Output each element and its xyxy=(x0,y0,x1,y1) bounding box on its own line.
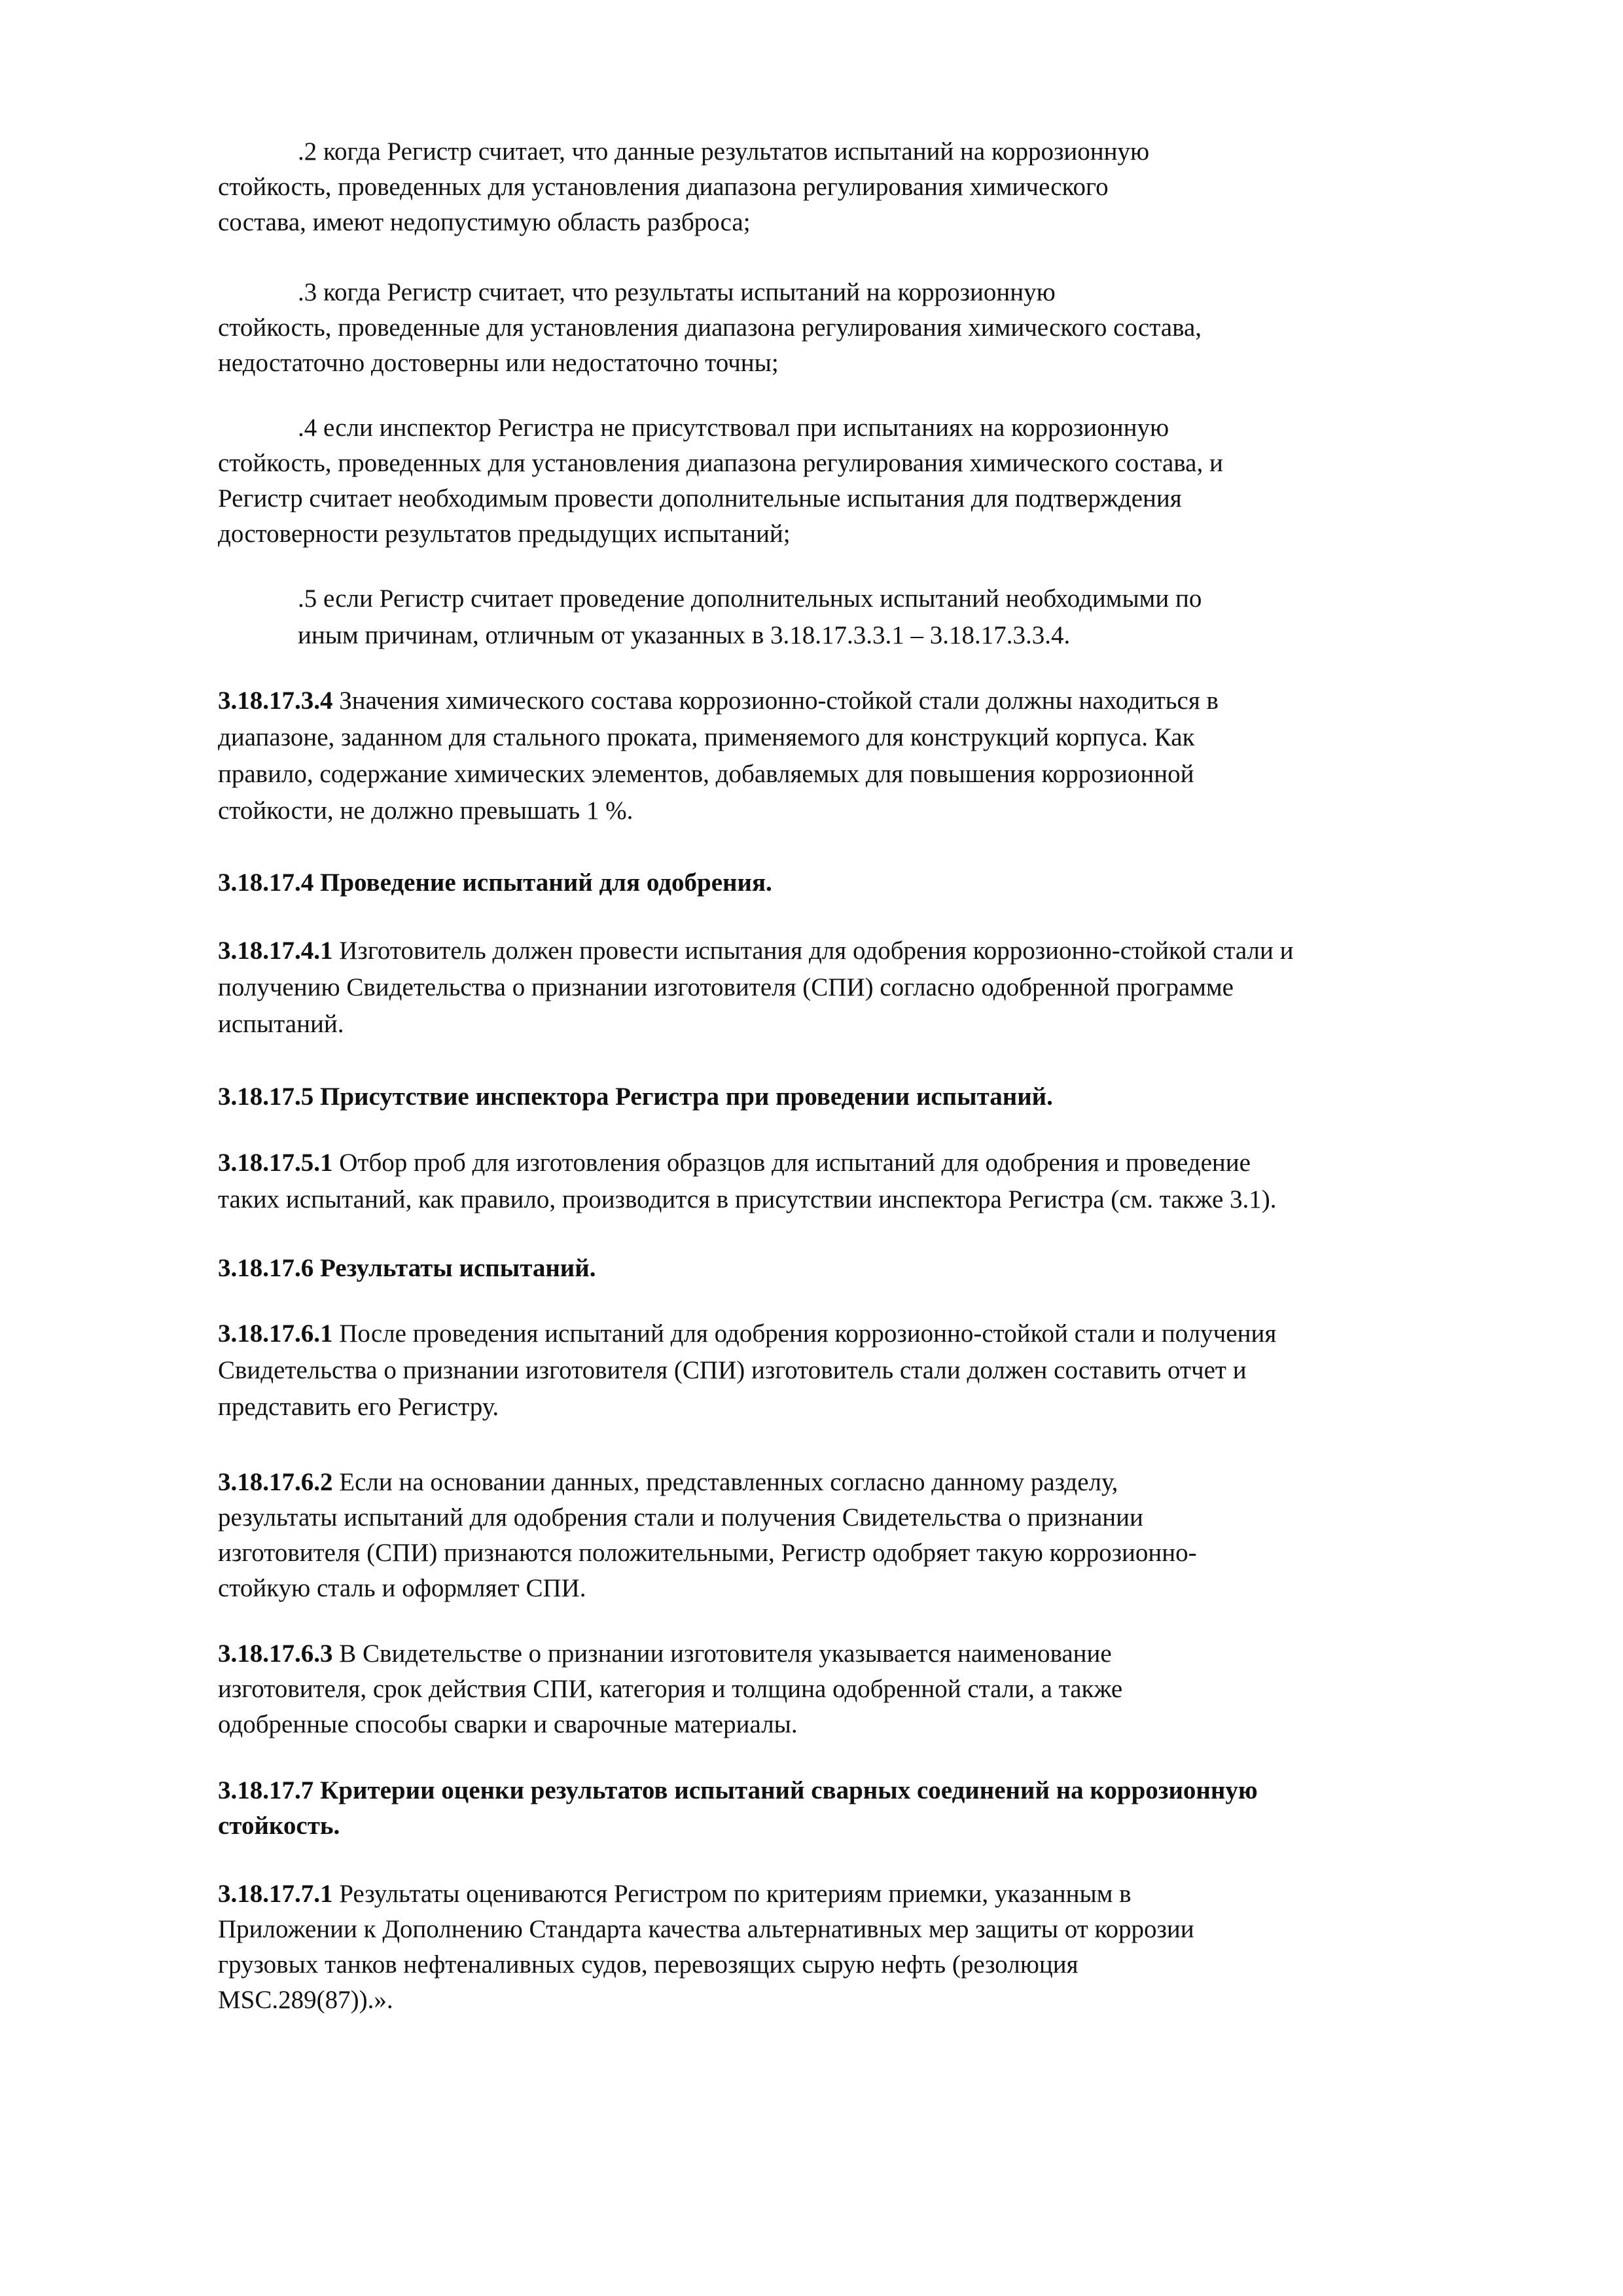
text-line: недостаточно достоверны или недостаточно точны; xyxy=(218,349,779,377)
paragraph-3-18-17-6-2 xyxy=(218,1465,1501,1606)
text-line: представить его Регистру. xyxy=(218,1393,499,1421)
list-item-5 xyxy=(218,581,1501,654)
clause-number: 3.18.17.6.2 xyxy=(218,1468,333,1496)
text-line: грузовых танков нефтеналивных судов, перевозящих сырую нефть (резолюция xyxy=(218,1950,1079,1979)
text-line: .3 когда Регистр считает, что результаты испытаний на коррозионную xyxy=(298,278,1056,306)
text-line: .4 если инспектор Регистра не присутствовал при испытаниях на коррозионную xyxy=(298,414,1169,442)
heading-line: стойкость. xyxy=(218,1812,340,1840)
clause-number: 3.18.17.3.4 xyxy=(218,687,333,715)
section-heading-3-18-17-6 xyxy=(218,1251,1501,1286)
section-heading-3-18-17-7 xyxy=(218,1773,1501,1844)
text-line: таких испытаний, как правило, производится в присутствии инспектора Регистра (см. также 3.1). xyxy=(218,1185,1277,1213)
clause-number: 3.18.17.6.3 xyxy=(218,1640,333,1668)
text-line: Регистр считает необходимым провести дополнительные испытания для подтверждения xyxy=(218,484,1182,512)
list-item-3 xyxy=(218,275,1501,381)
text-line: иным причинам, отличным от указанных в 3.18.17.3.3.1 – 3.18.17.3.3.4. xyxy=(298,621,1071,649)
text-line: 3.18.17.4.1 Изготовитель должен провести испытания для одобрения коррозионно-стойкой стали и xyxy=(218,937,1294,965)
text-line: Свидетельства о признании изготовителя (СПИ) изготовитель стали должен составить отчет и xyxy=(218,1356,1247,1384)
heading-line: 3.18.17.4 Проведение испытаний для одобрения. xyxy=(218,869,772,897)
paragraph-3-18-17-7-1 xyxy=(218,1876,1501,2018)
list-item-2 xyxy=(218,134,1501,240)
paragraph-3-18-17-6-3 xyxy=(218,1636,1501,1742)
paragraph-3-18-17-5-1 xyxy=(218,1145,1501,1218)
heading-line: 3.18.17.7 Критерии оценки результатов испытаний сварных соединений на коррозионную xyxy=(218,1776,1258,1804)
section-heading-3-18-17-4 xyxy=(218,865,1501,901)
text-line: Приложении к Дополнению Стандарта качества альтернативных мер защиты от коррозии xyxy=(218,1915,1194,1943)
text-line: достоверности результатов предыдущих испытаний; xyxy=(218,520,791,548)
text-line: стойкость, проведенных для установления диапазона регулирования химического xyxy=(218,173,1109,201)
list-item-4 xyxy=(218,410,1501,552)
text-line: 3.18.17.3.4 Значения химического состава коррозионно-стойкой стали должны находиться в xyxy=(218,687,1219,715)
paragraph-3-18-17-6-1 xyxy=(218,1316,1501,1426)
text-line: 3.18.17.5.1 Отбор проб для изготовления образцов для испытаний для одобрения и проведение xyxy=(218,1149,1251,1177)
heading-line: 3.18.17.6 Результаты испытаний. xyxy=(218,1254,596,1282)
text-line: .5 если Регистр считает проведение дополнительных испытаний необходимыми по xyxy=(298,584,1202,613)
text-line: 3.18.17.6.1 После проведения испытаний для одобрения коррозионно-стойкой стали и получения xyxy=(218,1319,1277,1348)
clause-number: 3.18.17.6.1 xyxy=(218,1319,333,1348)
text-line: состава, имеют недопустимую область разброса; xyxy=(218,208,751,236)
text-line: 3.18.17.7.1 Результаты оцениваются Регистром по критериям приемки, указанным в xyxy=(218,1880,1132,1908)
paragraph-3-18-17-3-4 xyxy=(218,683,1501,829)
clause-number: 3.18.17.5.1 xyxy=(218,1149,333,1177)
text-line: изготовителя (СПИ) признаются положительными, Регистр одобряет такую коррозионно- xyxy=(218,1539,1197,1567)
text-line: диапазоне, заданном для стального проката, применяемого для конструкций корпуса. Как xyxy=(218,723,1195,751)
text-line: MSC.289(87)).». xyxy=(218,1986,393,2014)
text-line: стойкость, проведенные для установления диапазона регулирования химического состава, xyxy=(218,314,1202,342)
section-heading-3-18-17-5 xyxy=(218,1079,1501,1115)
text-line: .2 когда Регистр считает, что данные результатов испытаний на коррозионную xyxy=(298,137,1150,166)
text-line: стойкости, не должно превышать 1 %. xyxy=(218,797,633,825)
text-line: стойкость, проведенных для установления диапазона регулирования химического состава, и xyxy=(218,449,1223,477)
text-line: правило, содержание химических элементов, добавляемых для повышения коррозионной xyxy=(218,760,1194,788)
clause-number: 3.18.17.7.1 xyxy=(218,1880,333,1908)
clause-number: 3.18.17.4.1 xyxy=(218,937,333,965)
text-line: одобренные способы сварки и сварочные материалы. xyxy=(218,1710,798,1738)
text-line: результаты испытаний для одобрения стали и получения Свидетельства о признании xyxy=(218,1503,1143,1532)
text-line: испытаний. xyxy=(218,1010,344,1038)
text-line: изготовителя, срок действия СПИ, категория и толщина одобренной стали, а также xyxy=(218,1675,1123,1703)
text-line: стойкую сталь и оформляет СПИ. xyxy=(218,1574,586,1602)
text-line: получению Свидетельства о признании изготовителя (СПИ) согласно одобренной программе xyxy=(218,973,1234,1001)
paragraph-3-18-17-4-1 xyxy=(218,933,1501,1043)
heading-line: 3.18.17.5 Присутствие инспектора Регистра при проведении испытаний. xyxy=(218,1083,1053,1111)
text-line: 3.18.17.6.3 В Свидетельстве о признании изготовителя указывается наименование xyxy=(218,1640,1112,1668)
text-line: 3.18.17.6.2 Если на основании данных, представленных согласно данному разделу, xyxy=(218,1468,1118,1496)
